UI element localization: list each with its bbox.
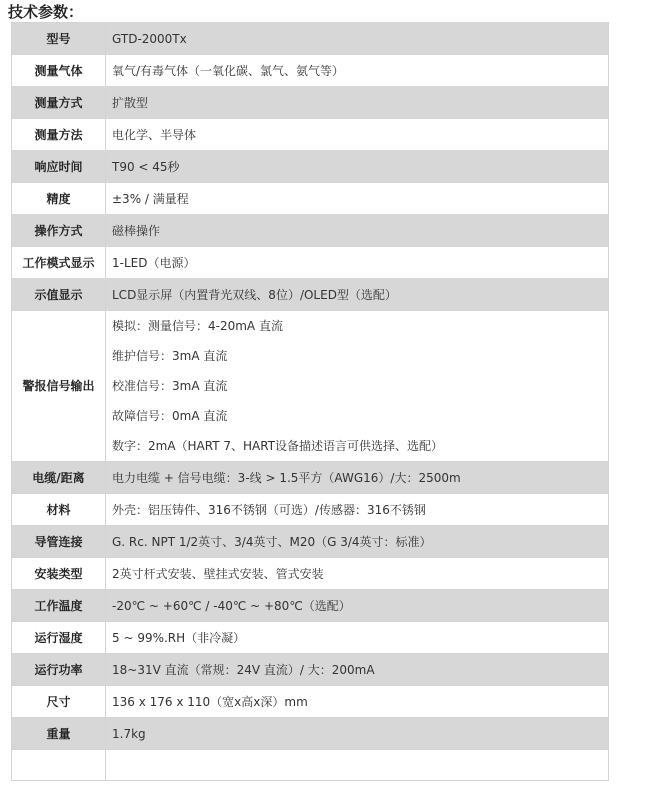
row-key: 测量气体 [12,55,106,87]
row-key: 工作模式显示 [12,247,106,279]
table-row [12,686,609,718]
row-key: 响应时间 [12,151,106,183]
row-value: T90 < 45秒 [106,151,609,183]
row-value-multiline [106,311,609,462]
row-value: 1-LED（电源） [106,247,609,279]
row-key: 测量方法 [12,119,106,151]
row-value: 氧气/有毒气体（一氧化碳、氯气、氨气等） [106,55,609,87]
row-key: 精度 [12,183,106,215]
row-value: LCD显示屏（内置背光双线、8位）/OLED型（选配） [106,279,609,311]
row-value: 136 x 176 x 110（宽x高x深）mm [106,686,609,718]
table-row [12,590,609,622]
page-heading: 技术参数： [8,3,84,21]
row-value: GTD-2000Tx [106,23,609,55]
row-value: -20℃ ~ +60℃ / -40℃ ~ +80℃（选配） [106,590,609,622]
row-key: 导管连接 [12,526,106,558]
table-row-empty [12,750,609,781]
table-row [12,23,609,55]
row-value: 5 ~ 99%.RH（非冷凝） [106,622,609,654]
row-key: 电缆/距离 [12,462,106,494]
table-row [12,494,609,526]
row-value-empty [106,750,609,781]
row-key: 安装类型 [12,558,106,590]
table-row [12,247,609,279]
row-key: 材料 [12,494,106,526]
row-value: 18~31V 直流（常规：24V 直流）/ 大：200mA [106,654,609,686]
table-row [12,151,609,183]
table-row [12,718,609,750]
table-row [12,87,609,119]
row-key: 工作温度 [12,590,106,622]
table-row [12,526,609,558]
spec-table [11,22,609,781]
alarm-line: 校准信号：3mA 直流 [112,379,228,393]
row-value: 磁棒操作 [106,215,609,247]
table-row [12,462,609,494]
table-row [12,183,609,215]
row-key: 运行湿度 [12,622,106,654]
row-key: 型号 [12,23,106,55]
table-row [12,558,609,590]
row-value: 外壳：铝压铸件、316不锈钢（可选）/传感器：316不锈钢 [106,494,609,526]
row-key: 重量 [12,718,106,750]
row-key: 尺寸 [12,686,106,718]
alarm-line: 模拟：测量信号：4-20mA 直流 [112,319,283,333]
row-value: 2英寸杆式安装、壁挂式安装、管式安装 [106,558,609,590]
alarm-line: 维护信号：3mA 直流 [112,349,228,363]
row-value: 1.7kg [106,718,609,750]
alarm-line: 故障信号：0mA 直流 [112,409,228,423]
row-key-empty [12,750,106,781]
row-key: 运行功率 [12,654,106,686]
table-row [12,622,609,654]
table-row [12,55,609,87]
row-key: 示值显示 [12,279,106,311]
row-value: G. Rc. NPT 1/2英寸、3/4英寸、M20（G 3/4英寸：标准） [106,526,609,558]
table-row-alarm-output [12,311,609,462]
row-value: 电力电缆 + 信号电缆：3-线 > 1.5平方（AWG16）/大：2500m [106,462,609,494]
table-row [12,119,609,151]
row-key: 操作方式 [12,215,106,247]
alarm-line: 数字：2mA（HART 7、HART设备描述语言可供选择、选配） [112,439,444,453]
table-row [12,215,609,247]
row-value: ±3% / 满量程 [106,183,609,215]
row-key: 警报信号输出 [12,311,106,462]
row-key: 测量方式 [12,87,106,119]
row-value: 扩散型 [106,87,609,119]
table-row [12,654,609,686]
row-value: 电化学、半导体 [106,119,609,151]
table-row [12,279,609,311]
